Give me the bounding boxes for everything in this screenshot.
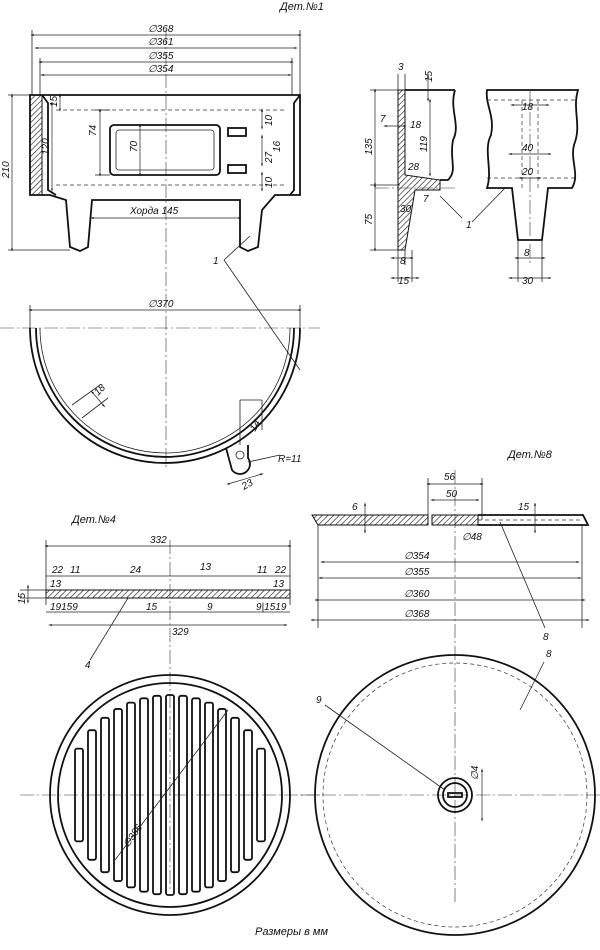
label-210: 210 bbox=[1, 161, 12, 178]
label-10b: 10 bbox=[264, 176, 275, 188]
label-det4-15b: 15 bbox=[146, 602, 158, 613]
label-det4-15: 15 bbox=[17, 592, 28, 604]
plan-outer-arc bbox=[30, 328, 300, 463]
label-profile-28: 28 bbox=[408, 162, 420, 173]
label-50: 50 bbox=[446, 489, 458, 500]
label-d48: ∅48 bbox=[462, 532, 482, 543]
plan-lug bbox=[226, 445, 250, 474]
label-d4: ∅4 bbox=[470, 765, 481, 780]
label-d8-355: ∅355 bbox=[404, 567, 430, 578]
det1-window bbox=[110, 125, 220, 175]
label-d368: ∅368 bbox=[148, 24, 174, 35]
label-det4-22b: 22 bbox=[275, 565, 287, 576]
det1-elevation bbox=[1, 1, 324, 470]
label-d370: ∅370 bbox=[148, 299, 174, 310]
label-135: 135 bbox=[364, 138, 375, 155]
det8-boss-section bbox=[432, 515, 478, 525]
label-det4-bottom-right: 9|1519 bbox=[256, 602, 287, 613]
det8-callout-8-top: 8 bbox=[543, 632, 549, 643]
det4-title: Дет.№4 bbox=[72, 514, 116, 526]
det1-title: Дет.№1 bbox=[280, 1, 324, 13]
label-det4-13a: 13 bbox=[200, 562, 212, 573]
det8-title: Дет.№8 bbox=[508, 449, 552, 461]
det8-callout-9: 9 bbox=[316, 695, 322, 706]
label-120: 120 bbox=[41, 138, 52, 155]
label-10a: 10 bbox=[264, 114, 275, 126]
det8-plan bbox=[300, 649, 600, 935]
label-side-40: 40 bbox=[522, 143, 534, 154]
label-d8-368: ∅368 bbox=[404, 609, 430, 620]
label-d8-354: ∅354 bbox=[404, 551, 430, 562]
label-side-30: 30 bbox=[522, 276, 534, 287]
det8-callout-8-plan: 8 bbox=[546, 649, 552, 660]
label-det4-13l: 13 bbox=[50, 579, 62, 590]
label-15: 15 bbox=[49, 95, 60, 107]
label-chord: Хорда 145 bbox=[130, 206, 179, 217]
label-det8-6: 6 bbox=[352, 502, 358, 513]
label-side-18: 18 bbox=[522, 102, 534, 113]
label-332: 332 bbox=[150, 535, 167, 546]
det8-section bbox=[312, 449, 588, 905]
plan-inner-arc bbox=[36, 328, 294, 457]
label-74: 74 bbox=[88, 124, 99, 136]
det1-slot-lower bbox=[228, 165, 246, 173]
label-profile-7b: 7 bbox=[423, 194, 429, 205]
label-329: 329 bbox=[172, 627, 189, 638]
det1-plan bbox=[0, 299, 320, 493]
label-profile-30: 30 bbox=[400, 204, 412, 215]
label-det8-15: 15 bbox=[518, 502, 530, 513]
label-profile-7a: 7 bbox=[380, 114, 386, 125]
label-d386: ∅386 bbox=[121, 822, 146, 850]
label-70: 70 bbox=[129, 140, 140, 152]
label-det4-11b: 11 bbox=[257, 565, 268, 576]
label-plan-23: 23 bbox=[240, 477, 256, 493]
label-det4-bottom-left: 19159 bbox=[50, 602, 78, 613]
label-side-20: 20 bbox=[522, 167, 534, 178]
footer-note: Размеры в мм bbox=[255, 926, 329, 938]
det4-callout-4: 4 bbox=[85, 660, 91, 671]
label-75: 75 bbox=[364, 213, 375, 225]
profile-section bbox=[364, 62, 505, 287]
label-side-8: 8 bbox=[524, 248, 530, 259]
det8-lid-section-left bbox=[312, 515, 428, 525]
det1-slot-upper bbox=[228, 128, 246, 136]
label-plan-14: 14 bbox=[248, 418, 264, 434]
det4-grate-section bbox=[46, 590, 290, 598]
label-profile-8: 8 bbox=[400, 256, 406, 267]
label-d355: ∅355 bbox=[148, 51, 174, 62]
label-profile-3: 3 bbox=[398, 62, 404, 73]
label-profile-15-bot: 15 bbox=[398, 276, 410, 287]
label-d8-360: ∅360 bbox=[404, 589, 430, 600]
label-profile-18: 18 bbox=[410, 120, 422, 131]
side-view bbox=[487, 90, 578, 287]
label-119: 119 bbox=[419, 136, 430, 152]
label-16: 16 bbox=[272, 140, 283, 152]
det1-callout-1: 1 bbox=[213, 256, 219, 267]
label-27: 27 bbox=[264, 151, 275, 163]
label-56: 56 bbox=[444, 472, 456, 483]
det1-body-outline bbox=[30, 95, 300, 251]
label-det4-13r: 13 bbox=[273, 579, 285, 590]
label-det4-11a: 11 bbox=[70, 565, 81, 576]
profile-callout-1: 1 bbox=[466, 220, 472, 231]
label-det4-22a: 22 bbox=[52, 565, 64, 576]
label-profile-15-top: 15 bbox=[424, 70, 435, 82]
label-r11: R=11 bbox=[278, 454, 302, 465]
label-d354: ∅354 bbox=[148, 64, 174, 75]
label-plan-18: 18 bbox=[92, 382, 108, 399]
label-det4-24: 24 bbox=[130, 565, 142, 576]
label-det4-9: 9 bbox=[207, 602, 213, 613]
label-d361: ∅361 bbox=[148, 37, 174, 48]
